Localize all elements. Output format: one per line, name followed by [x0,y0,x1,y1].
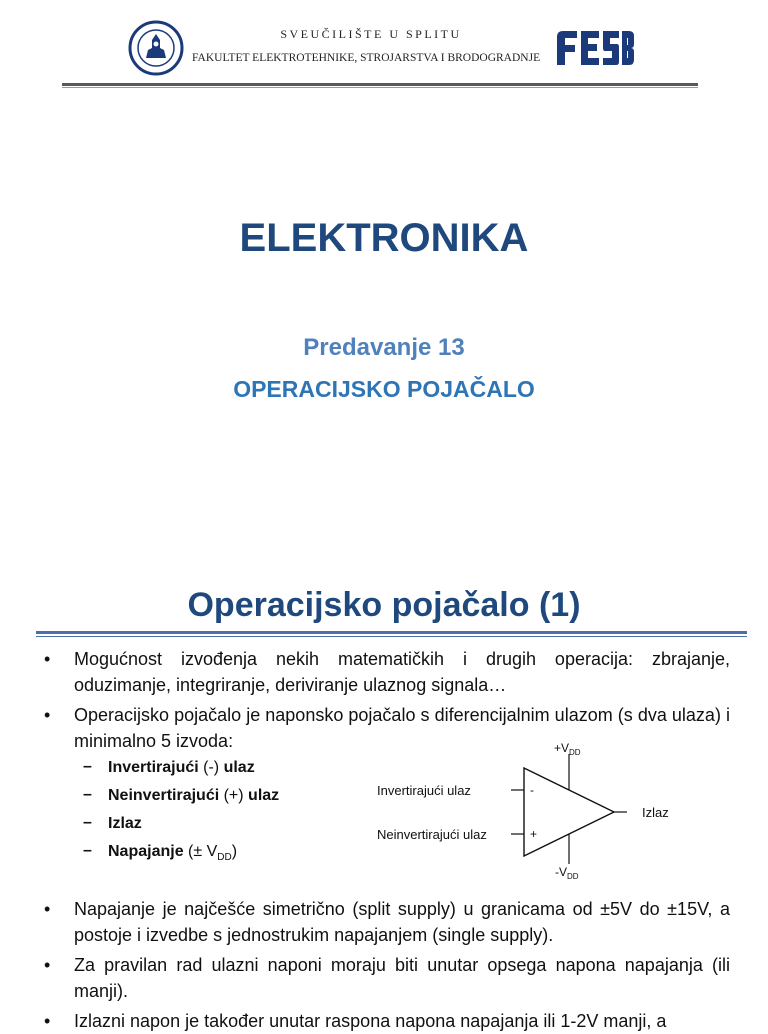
title-rule-thin [36,636,747,637]
dash-marker: – [83,842,92,859]
content-slide [0,576,768,1031]
bullet-item: • Mogućnost izvođenja nekih matematičkih i drugih operacija: zbrajanje, oduzimanje, integriranje, deriviranje ulaznog signala… [74,646,730,698]
vminus-label: $-V_{DD}$ [555,865,579,881]
bullet-item: • Izlazni napon je također unutar raspona napona napajanja ili 1-2V manji, a [74,1008,730,1034]
header-rule-thin [62,87,698,88]
sub-item-inverting: Invertirajući (-) ulaz [108,759,255,776]
course-title: ELEKTRONIKA [239,216,529,260]
dash-marker: – [83,786,92,803]
bullet-item: • Operacijsko pojačalo je naponsko pojačalo s diferencijalnim ulazom (s dva ulaza) i minimalno 5 izvoda: [74,702,730,754]
fesb-logo [555,29,635,67]
lecture-number: Predavanje 13 [303,334,465,361]
noninverting-input-label: Neinvertirajući ulaz [377,827,487,842]
sub-item-output: Izlaz [108,815,142,832]
sub-item-supply: Napajanje (± $V_{DD}$) [108,843,238,864]
university-seal-logo [128,20,184,76]
dash-marker: – [83,758,92,775]
sub-item-noninverting: Neinvertirajući (+) ulaz [108,787,280,804]
university-name: SVEUČILIŠTE U SPLITU [280,27,462,41]
inverting-input-label: Invertirajući ulaz [377,783,471,798]
header-rule [62,83,698,86]
dash-marker: – [83,814,92,831]
vplus-label: $+V_{DD}$ [554,742,581,757]
lecture-topic: OPERACIJSKO POJAČALO [233,376,535,402]
opamp-diagram [370,742,690,882]
minus-sign: - [530,783,534,797]
output-label: Izlaz [642,805,669,820]
faculty-name: FAKULTET ELEKTROTEHNIKE, STROJARSTVA I BRODOGRADNJE [192,52,541,64]
bullet-item: • Za pravilan rad ulazni naponi moraju biti unutar opsega napona napajanja (ili manji). [74,952,730,1004]
plus-sign: + [530,827,538,841]
slide-title: Operacijsko pojačalo (1) [187,586,581,624]
title-rule [36,631,747,634]
bullet-item: • Napajanje je najčešće simetrično (split supply) u granicama od ±5V do ±15V, a postoje i izvedbe s jednostrukim napajanjem (single supply). [74,896,730,948]
